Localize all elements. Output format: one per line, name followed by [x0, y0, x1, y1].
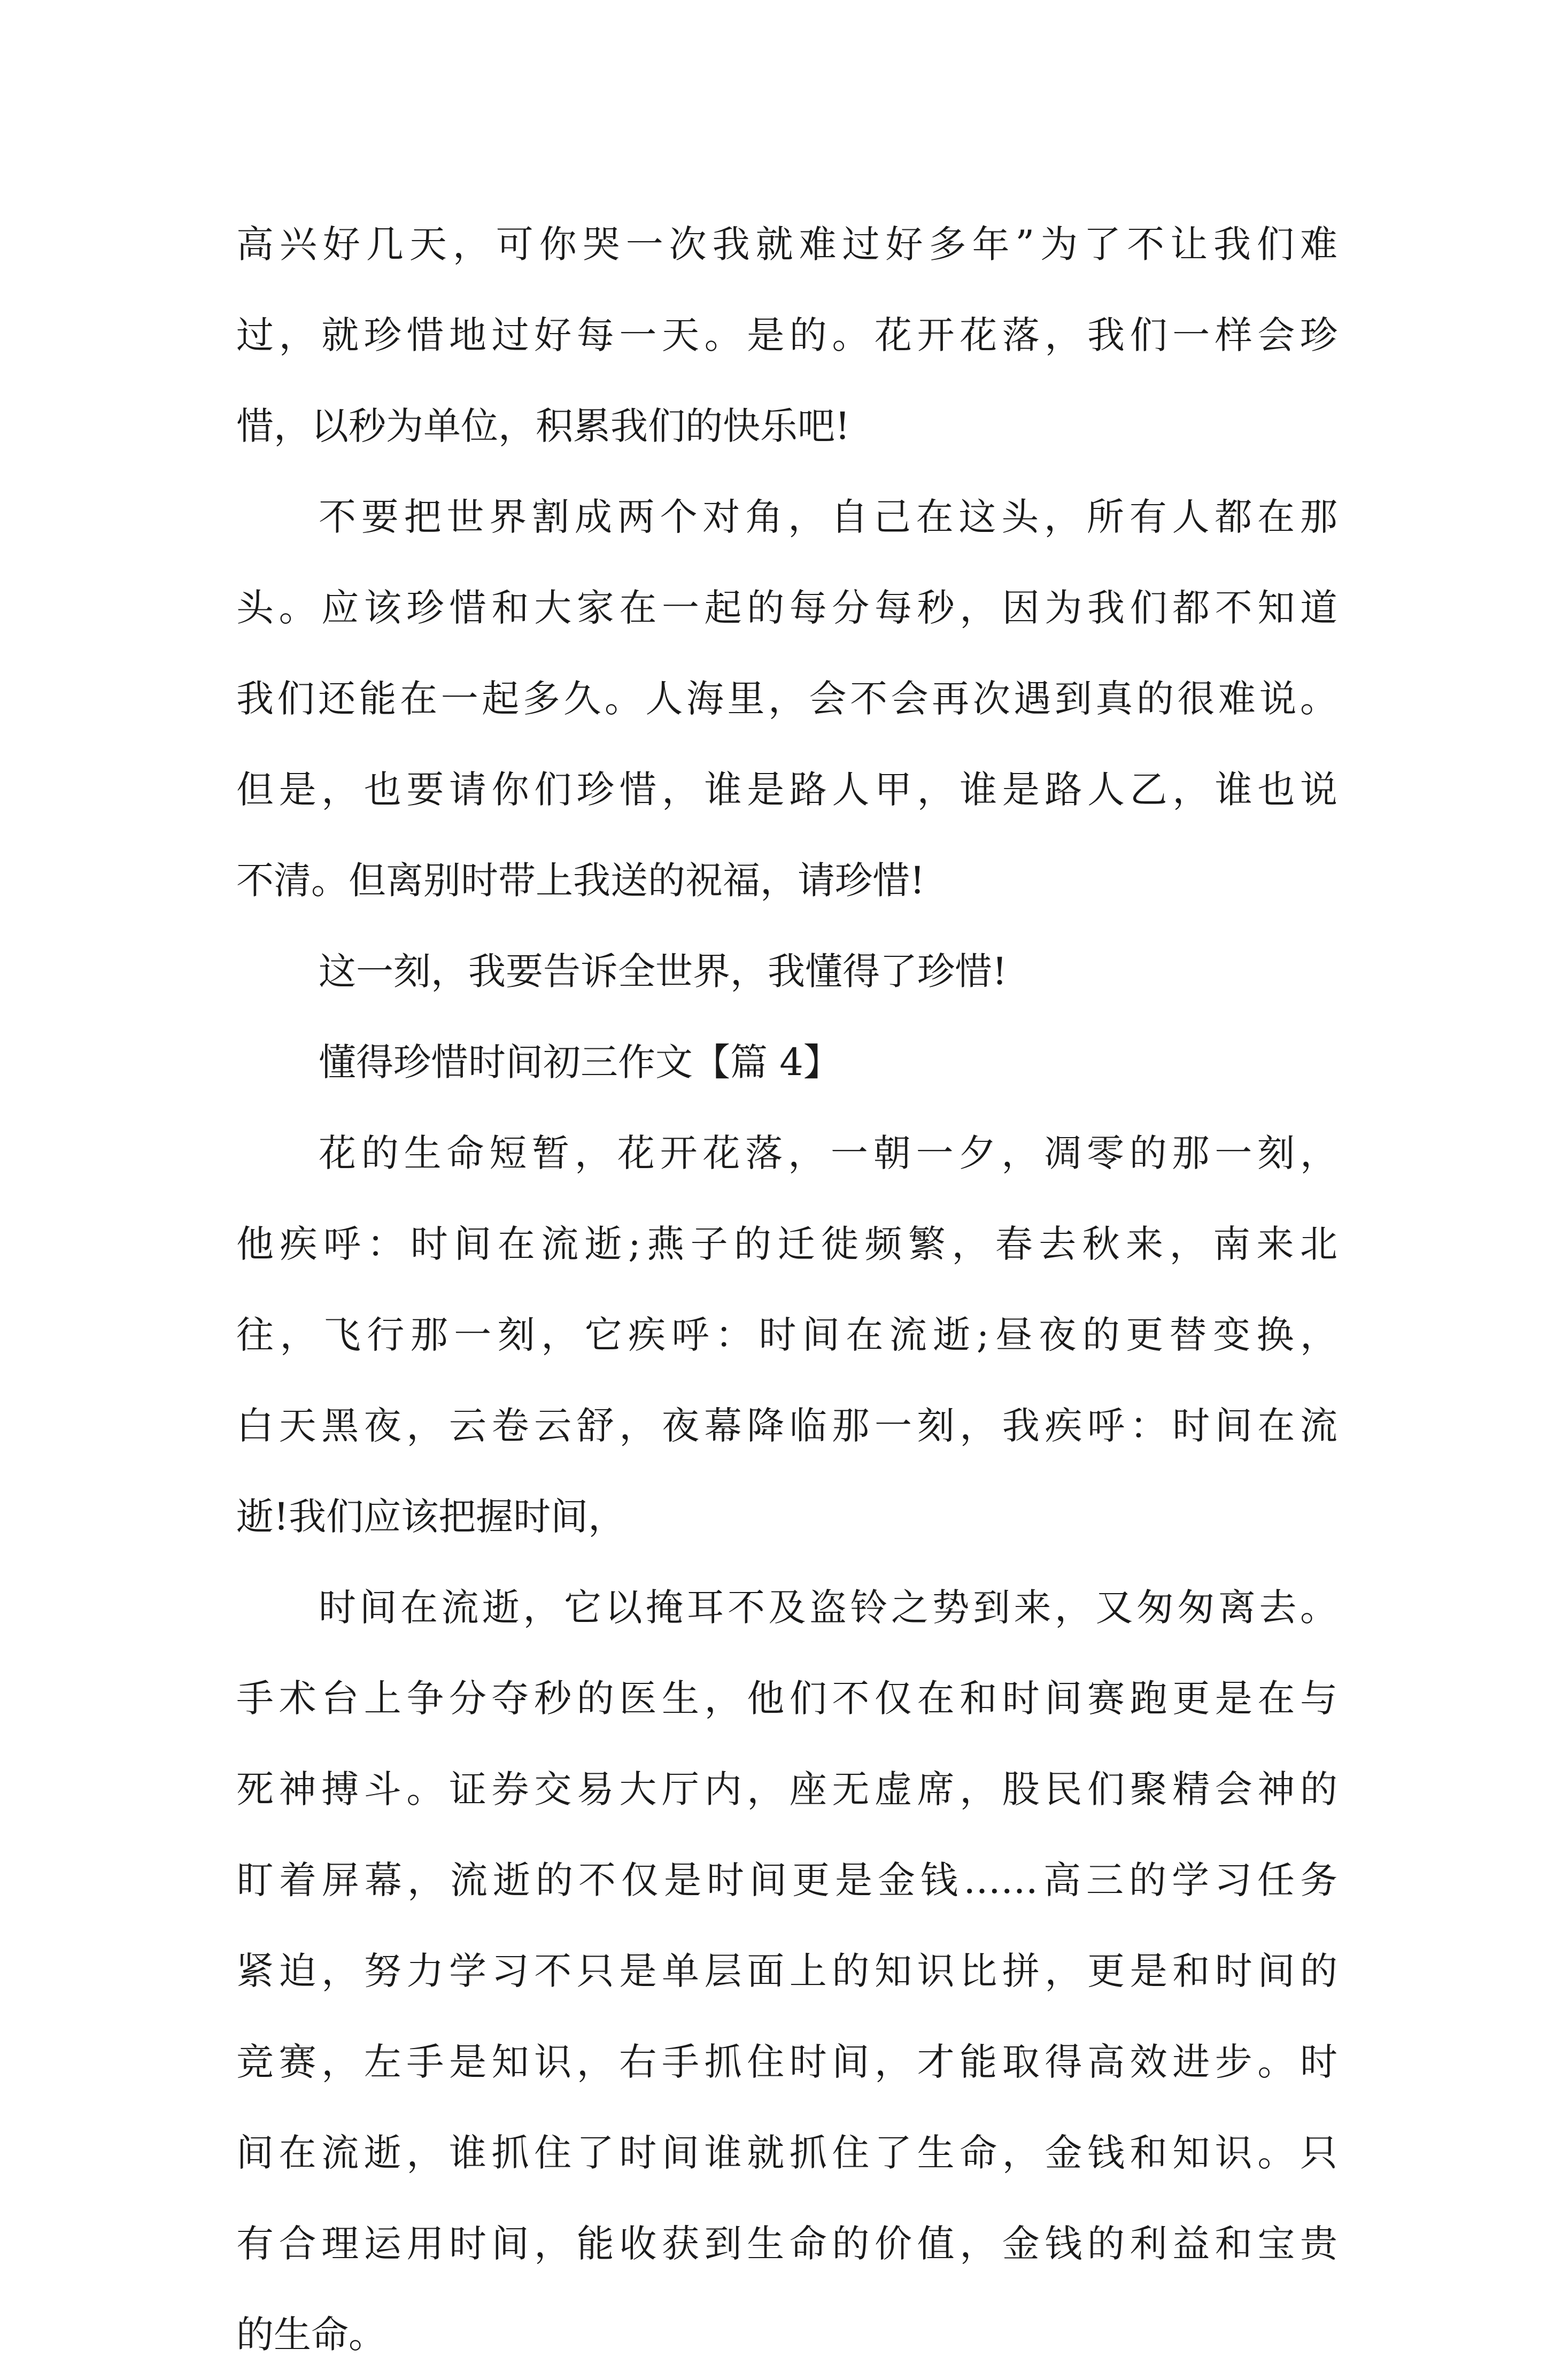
text-line: 的生命。	[236, 2313, 386, 2356]
text-line: 过，就珍惜地过好每一天。是的。花开花落，我们一样会珍	[236, 313, 1337, 357]
text-line: 盯着屏幕，流逝的不仅是时间更是金钱……高三的学习任务	[236, 1858, 1337, 1902]
text-line: 时间在流逝，它以掩耳不及盗铃之势到来，又匆匆离去。	[319, 1586, 1337, 1629]
text-line: 但是，也要请你们珍惜，谁是路人甲，谁是路人乙，谁也说	[236, 768, 1337, 812]
text-line: 惜，以秒为单位，积累我们的快乐吧!	[236, 404, 850, 448]
text-line: 高兴好几天，可你哭一次我就难过好多年”为了不让我们难	[236, 222, 1337, 266]
text-line: 我们还能在一起多久。人海里，会不会再次遇到真的很难说。	[236, 677, 1337, 721]
text-line: 紧迫，努力学习不只是单层面上的知识比拼，更是和时间的	[236, 1949, 1337, 1993]
text-line: 不清。但离别时带上我送的祝福，请珍惜!	[236, 859, 925, 902]
text-line: 不要把世界割成两个对角，自己在这头，所有人都在那	[319, 495, 1337, 539]
text-line: 这一刻，我要告诉全世界，我懂得了珍惜!	[319, 949, 1008, 993]
text-line: 间在流逝，谁抓住了时间谁就抓住了生命，金钱和知识。只	[236, 2131, 1337, 2175]
text-line: 往，飞行那一刻，它疾呼：时间在流逝;昼夜的更替变换，	[236, 1313, 1337, 1357]
document-body	[236, 199, 1337, 2380]
text-line: 有合理运用时间，能收获到生命的价值，金钱的利益和宝贵	[236, 2222, 1337, 2266]
text-line: 手术台上争分夺秒的医生，他们不仅在和时间赛跑更是在与	[236, 1676, 1337, 1720]
text-line: 他疾呼：时间在流逝;燕子的迁徙频繁，春去秋来，南来北	[236, 1222, 1337, 1266]
text-line: 白天黑夜，云卷云舒，夜幕降临那一刻，我疾呼：时间在流	[236, 1404, 1337, 1448]
text-line: 头。应该珍惜和大家在一起的每分每秒，因为我们都不知道	[236, 586, 1337, 630]
text-line: 逝!我们应该把握时间，	[236, 1495, 626, 1539]
text-line: 死神搏斗。证券交易大厅内，座无虚席，股民们聚精会神的	[236, 1767, 1337, 1811]
text-line: 花的生命短暂，花开花落，一朝一夕，凋零的那一刻，	[319, 1131, 1337, 1175]
section-heading: 懂得珍惜时间初三作文【篇 4】	[319, 1040, 841, 1084]
text-line: 竞赛，左手是知识，右手抓住时间，才能取得高效进步。时	[236, 2040, 1337, 2084]
